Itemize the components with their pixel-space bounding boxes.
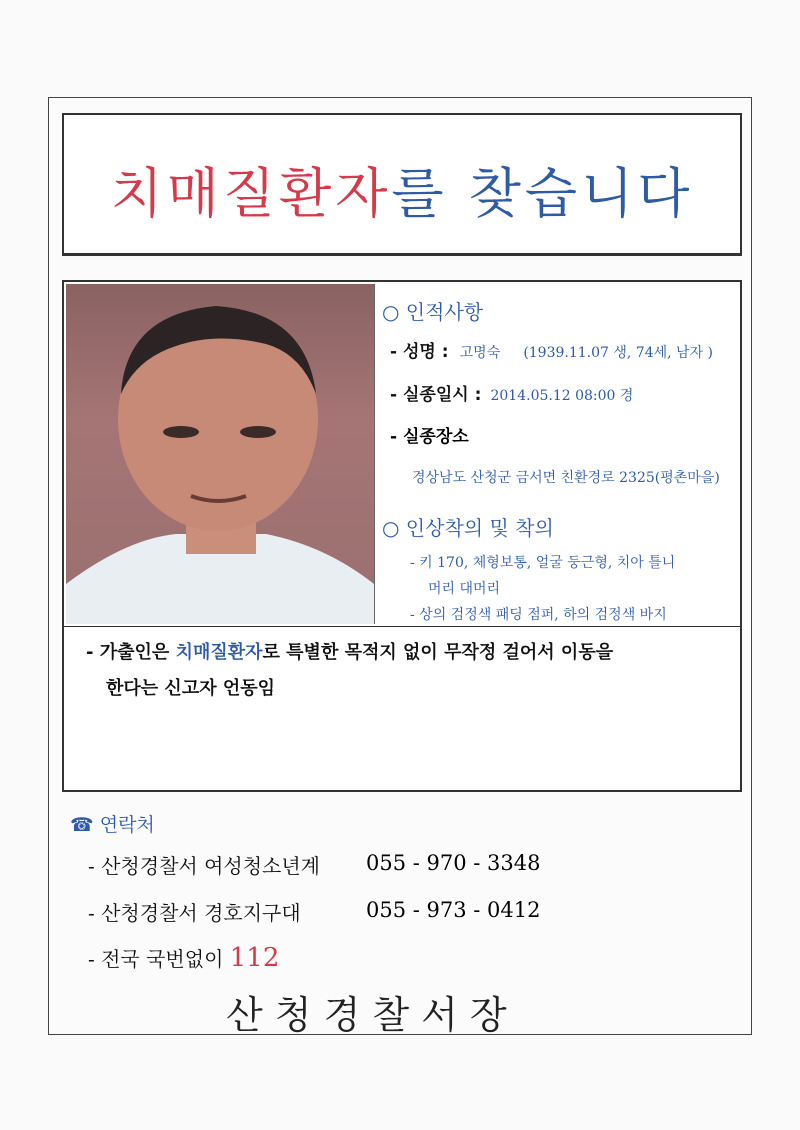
national-contact — [88, 943, 279, 973]
contact-heading: 연락처 — [99, 814, 155, 836]
contact-item — [88, 850, 320, 879]
title-blue: 를 찾습니다 — [391, 162, 694, 225]
national-number[interactable]: 112 — [229, 943, 280, 973]
contact-phone[interactable]: 055 - 973 - 0412 — [366, 898, 541, 922]
signature: 산 청 경 찰 서 장 — [226, 993, 507, 1037]
appearance-heading: ○ 인상착의 및 착의 — [382, 516, 554, 540]
note-line-1 — [86, 638, 613, 664]
missing-date-label: - 실종일시 : — [390, 385, 482, 405]
page-title — [64, 151, 740, 228]
appearance-line-3: - 상의 검정색 패딩 점퍼, 하의 검정색 바지 — [410, 607, 667, 623]
personal-info-heading: ○ 인적사항 — [382, 300, 484, 324]
details-box — [62, 280, 742, 792]
name-detail: (1939.11.07 생, 74세, 남자 ) — [523, 345, 714, 361]
missing-date-value: 2014.05.12 08:00 경 — [490, 388, 634, 404]
name-value: 고명숙 — [459, 345, 501, 361]
note-suffix: 로 특별한 목적지 없이 무작정 걸어서 이동을 — [262, 642, 614, 663]
missing-person-photo — [66, 284, 375, 624]
contact-phone[interactable]: 055 - 970 - 3348 — [366, 851, 541, 875]
missing-place-label: - 실종장소 — [390, 427, 469, 447]
national-label: - 전국 국번없이 — [88, 947, 224, 971]
title-red: 치매질환자 — [110, 162, 392, 225]
note-line-2: 한다는 신고자 언동임 — [106, 678, 276, 699]
contact-label: - 산청경찰서 경호지구대 — [88, 901, 301, 925]
appearance-line-1: - 키 170, 체형보통, 얼굴 둥근형, 치아 틀니 — [410, 555, 676, 571]
name-row — [390, 337, 713, 362]
missing-place-value: 경상남도 산청군 금서면 친환경로 2325(평촌마을) — [412, 470, 720, 486]
contact-item — [88, 897, 301, 926]
note-highlight: 치매질환자 — [175, 642, 263, 663]
title-box — [62, 113, 742, 256]
name-label: - 성명 : — [390, 342, 449, 362]
note-prefix: - 가출인은 — [86, 642, 176, 663]
contact-heading-row — [70, 810, 155, 837]
contact-label: - 산청경찰서 여성청소년계 — [88, 854, 320, 878]
telephone-icon: ☎ — [70, 814, 94, 836]
missing-date-row — [390, 380, 633, 405]
divider — [64, 626, 740, 627]
appearance-line-2: 머리 대머리 — [428, 581, 501, 597]
